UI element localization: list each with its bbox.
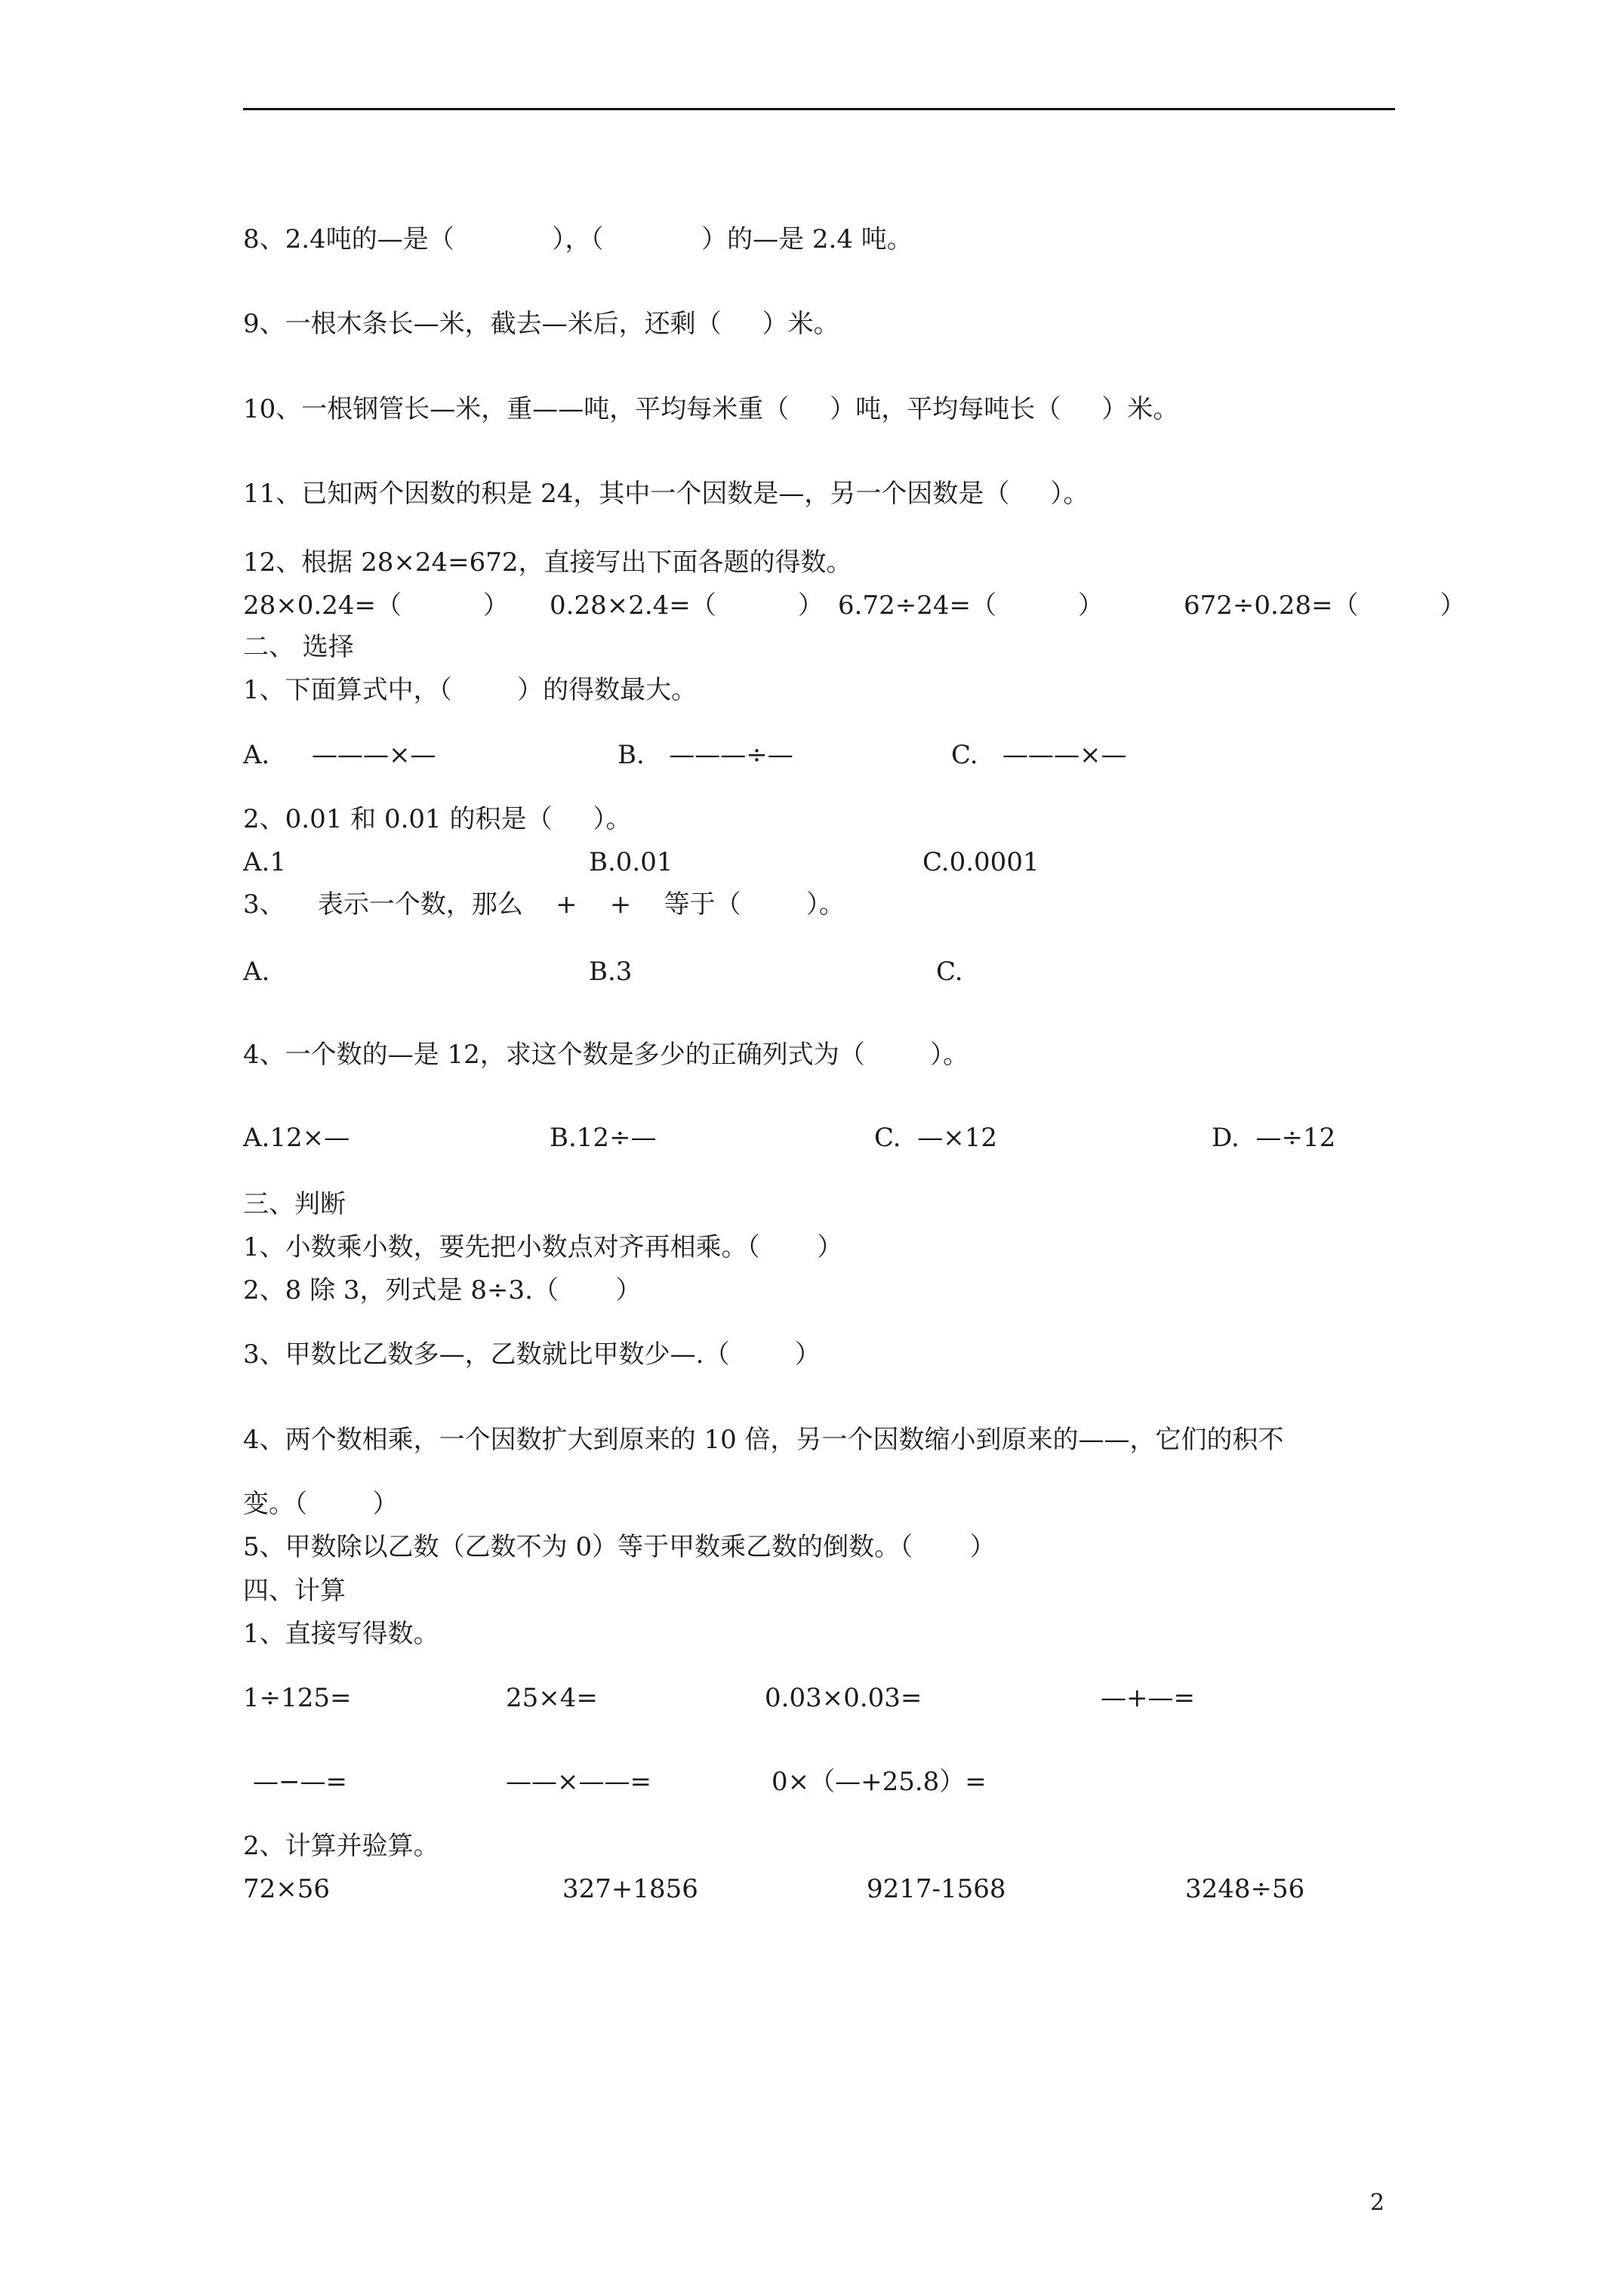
choice-1: 1、下面算式中，（ ）的得数最大。: [243, 675, 698, 705]
calc-2-item: 72×56: [243, 1874, 331, 1904]
calc-1-item: 1÷125=: [243, 1683, 352, 1713]
calc-1: 1、直接写得数。: [243, 1619, 439, 1649]
question-12: 12、根据 28×24=672，直接写出下面各题的得数。: [243, 547, 852, 578]
choice-1-option: A． ———×—: [243, 740, 436, 770]
q12-item: 6.72÷24=（ ）: [838, 590, 1104, 621]
choice-4-option: B.12÷—: [550, 1123, 657, 1153]
judge-2: 2、8 除 3，列式是 8÷3.（ ）: [243, 1275, 642, 1305]
calc-1-item: 0×（—+25.8）=: [771, 1767, 987, 1797]
choice-3: 3、 表示一个数，那么 + + 等于（ ）。: [243, 889, 845, 920]
choice-3-option: B.3: [589, 957, 633, 987]
choice-2-option: C.0.0001: [922, 847, 1039, 877]
question-9: 9、一根木条长—米，截去—米后，还剩（ ）米。: [243, 309, 839, 339]
judge-3: 3、甲数比乙数多—，乙数就比甲数少—.（ ）: [243, 1339, 821, 1370]
choice-2-option: B.0.01: [589, 847, 673, 877]
choice-2-option: A.1: [243, 847, 286, 877]
question-8: 8、2.4吨的—是（ ），（ ）的—是 2.4 吨。: [243, 224, 913, 254]
section-4-title: 四、计算: [243, 1576, 346, 1606]
calc-1-item: —−—=: [253, 1767, 347, 1797]
q12-item: 0.28×2.4=（ ）: [550, 590, 824, 621]
choice-3-option: A.: [243, 957, 270, 987]
calc-2: 2、计算并验算。: [243, 1831, 439, 1861]
question-11: 11、已知两个因数的积是 24，其中一个因数是—，另一个因数是（ ）。: [243, 479, 1089, 509]
calc-2-item: 3248÷56: [1185, 1874, 1305, 1904]
choice-3-option: C.: [936, 957, 963, 987]
choice-4-option: C. —×12: [874, 1123, 997, 1153]
choice-1-option: B. ———÷—: [617, 740, 793, 770]
header-rule: [243, 108, 1395, 110]
calc-1-item: ——×——=: [506, 1767, 651, 1797]
q12-item: 672÷0.28=（ ）: [1184, 590, 1466, 621]
section-2-title: 二、 选择: [243, 632, 354, 662]
calc-2-item: 327+1856: [562, 1874, 698, 1904]
calc-1-item: —+—=: [1101, 1683, 1195, 1713]
judge-5: 5、甲数除以乙数（乙数不为 0）等于甲数乘乙数的倒数。（ ）: [243, 1532, 996, 1562]
choice-4-option: D. —÷12: [1212, 1123, 1336, 1153]
calc-2-item: 9217-1568: [867, 1874, 1006, 1904]
section-3-title: 三、判断: [243, 1189, 346, 1219]
judge-4-cont: 变。（ ）: [243, 1489, 399, 1519]
choice-2: 2、0.01 和 0.01 的积是（ ）。: [243, 804, 632, 834]
choice-4: 4、一个数的—是 12，求这个数是多少的正确列式为（ ）。: [243, 1040, 969, 1070]
choice-1-option: C. ———×—: [951, 740, 1127, 770]
question-10: 10、一根钢管长—米，重——吨，平均每米重（ ）吨，平均每吨长（ ）米。: [243, 394, 1179, 424]
judge-1: 1、小数乘小数，要先把小数点对齐再相乘。（ ）: [243, 1232, 843, 1262]
page-number: 2: [1370, 2190, 1385, 2216]
q12-item: 28×0.24=（ ）: [243, 590, 510, 621]
choice-4-option: A.12×—: [243, 1123, 350, 1153]
calc-1-item: 0.03×0.03=: [765, 1683, 922, 1713]
judge-4: 4、两个数相乘，一个因数扩大到原来的 10 倍，另一个因数缩小到原来的——，它们的积不: [243, 1425, 1284, 1455]
calc-1-item: 25×4=: [506, 1683, 598, 1713]
